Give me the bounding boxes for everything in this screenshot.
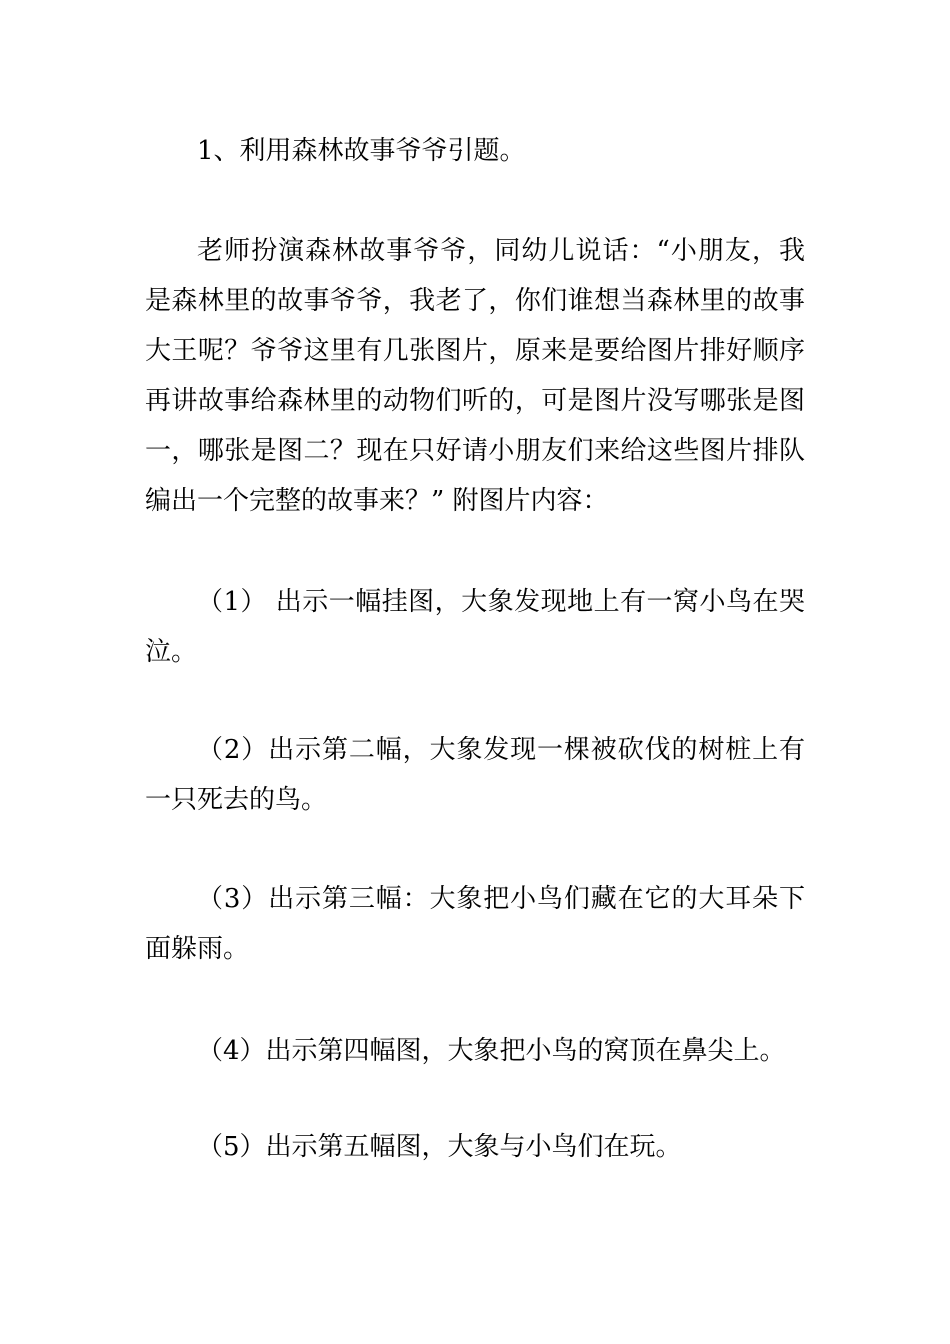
paragraph-picture-5: （5）出示第五幅图，大象与小鸟们在玩。 [197,1132,682,1162]
paragraph-picture-4: （4）出示第四幅图，大象把小鸟的窝顶在鼻尖上。 [197,1036,786,1066]
paragraph-step-1: 1、利用森林故事爷爷引题。 [197,136,526,166]
paragraph-teacher-dialogue: 老师扮演森林故事爷爷，同幼儿说话：“小朋友，我是森林里的故事爷爷，我老了，你们谁想当森林里的故事大王呢？爷爷这里有几张图片，原来是要给图片排好顺序再讲故事给森林里的动物们听的，可是图片没写哪张是图一，哪张是图二？现在只好请小朋友们来给这些图片排队编出一个完整的故事来？” 附图片内容： [145,236,805,516]
paragraph-picture-1: （1） 出示一幅挂图，大象发现地上有一窝小鸟在哭泣。 [145,587,805,667]
paragraph-picture-2: （2）出示第二幅，大象发现一棵被砍伐的树桩上有一只死去的鸟。 [145,735,805,815]
paragraph-picture-3: （3）出示第三幅：大象把小鸟们藏在它的大耳朵下面躲雨。 [145,884,805,964]
